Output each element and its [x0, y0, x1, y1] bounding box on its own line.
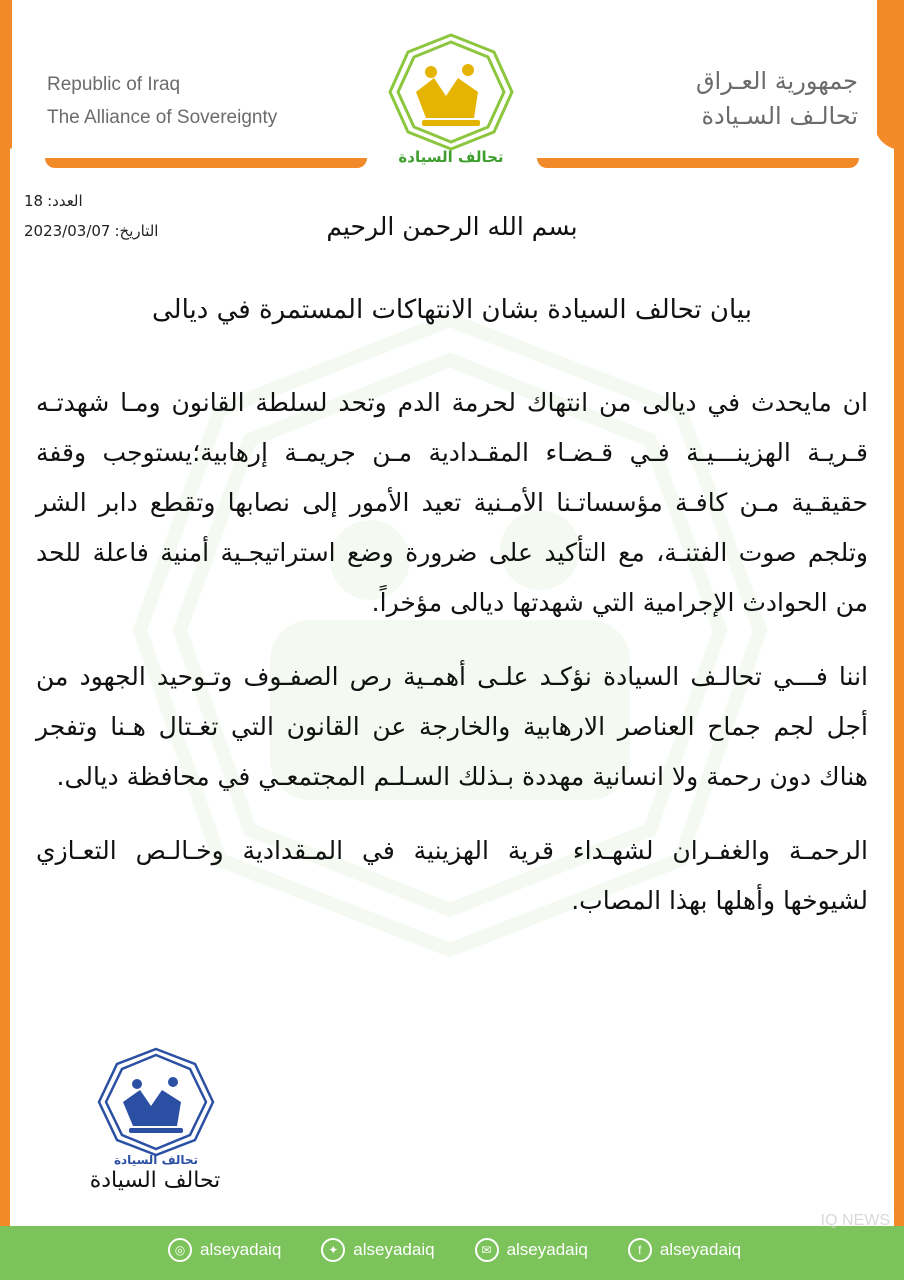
issue-date-label: التاريخ: — [114, 222, 159, 240]
signature-name: تحالف السيادة — [89, 1168, 221, 1193]
social-facebook[interactable] — [628, 1238, 741, 1262]
top-logo-caption: تحالف السيادة — [398, 148, 504, 166]
header-org-ar: تحالـف السـيادة — [701, 102, 858, 130]
issue-number-value: 18 — [24, 192, 44, 210]
basmala: بسم الله الرحمن الرحيم — [326, 212, 578, 241]
iq-news-watermark: IQ NEWS — [820, 1212, 890, 1229]
alliance-logo-signature — [95, 1046, 217, 1168]
issue-date-value: 2023/03/07 — [24, 222, 111, 240]
footer-bar — [0, 1226, 904, 1280]
alliance-logo-top — [386, 32, 516, 170]
paragraph: ان مايحدث في ديالى من انتهاك لحرمة الدم وتحد لسلطة القانون ومـا شهدتـه قـريـة الهزينـــيـة فـي قـضـاء المقـدادية مـن جريمـة إرهابية؛يستوجب وقفة حقيقـية مـن كافـة مؤسساتـنا الأمـنية تعيد الأمور إلى نصابها وتقطع دابر الشر وتلجم صوت الفتنـة، مع التأكيد على ضرورة وضع استراتيجـية أمنية فاعلة للحد من الحوادث الإجرامية التي شهدتها ديالى مؤخراً. — [36, 388, 868, 617]
social-website[interactable] — [168, 1238, 281, 1262]
signature-logo-caption: تحالف السيادة — [113, 1153, 199, 1167]
orange-rule-left — [45, 158, 367, 168]
header-arabic — [696, 64, 858, 134]
statement-title: بيان تحالف السيادة بشان الانتهاكات المستمرة في ديالى — [152, 295, 752, 325]
header-org-en: The Alliance of Sovereignty — [47, 107, 278, 128]
header-country-en: Republic of Iraq — [47, 74, 181, 95]
facebook-icon: f — [628, 1238, 652, 1262]
paragraph: اننا فـــي تحالـف السيادة نؤكـد علـى أهمـية رص الصفـوف وتـوحيد الجهود من أجل لجم جماح العناصر الارهابية والخارجة عن القانون التي تغـتال هـنا وتفجر هناك دون رحمة ولا انسانية مهددة بـذلك السـلـم المجتمعـي في محافظة ديالى. — [36, 662, 868, 791]
social-handle: alseyadaiq — [353, 1240, 435, 1259]
social-handle: alseyadaiq — [659, 1240, 742, 1259]
issue-number-label: العدد: — [47, 192, 83, 210]
header-country-ar: جمهورية العـراق — [695, 67, 858, 95]
orange-rule-right — [537, 158, 859, 168]
social-handle: alseyadaiq — [200, 1240, 282, 1259]
social-handle: alseyadaiq — [506, 1240, 588, 1259]
social-twitter[interactable] — [321, 1238, 434, 1262]
email-icon: ✉ — [475, 1238, 499, 1262]
statement-body — [36, 378, 868, 950]
twitter-icon: ✦ — [321, 1238, 345, 1262]
social-email[interactable] — [475, 1238, 588, 1262]
paragraph: الرحمـة والغفـران لشهـداء قرية الهزينية في المـقدادية وخـالـص التعـازي لشيوخها وأهلها بهذا المصاب. — [36, 836, 868, 915]
header-english — [47, 68, 277, 134]
orange-corner-right — [874, 0, 904, 150]
website-icon: ◎ — [168, 1238, 192, 1262]
